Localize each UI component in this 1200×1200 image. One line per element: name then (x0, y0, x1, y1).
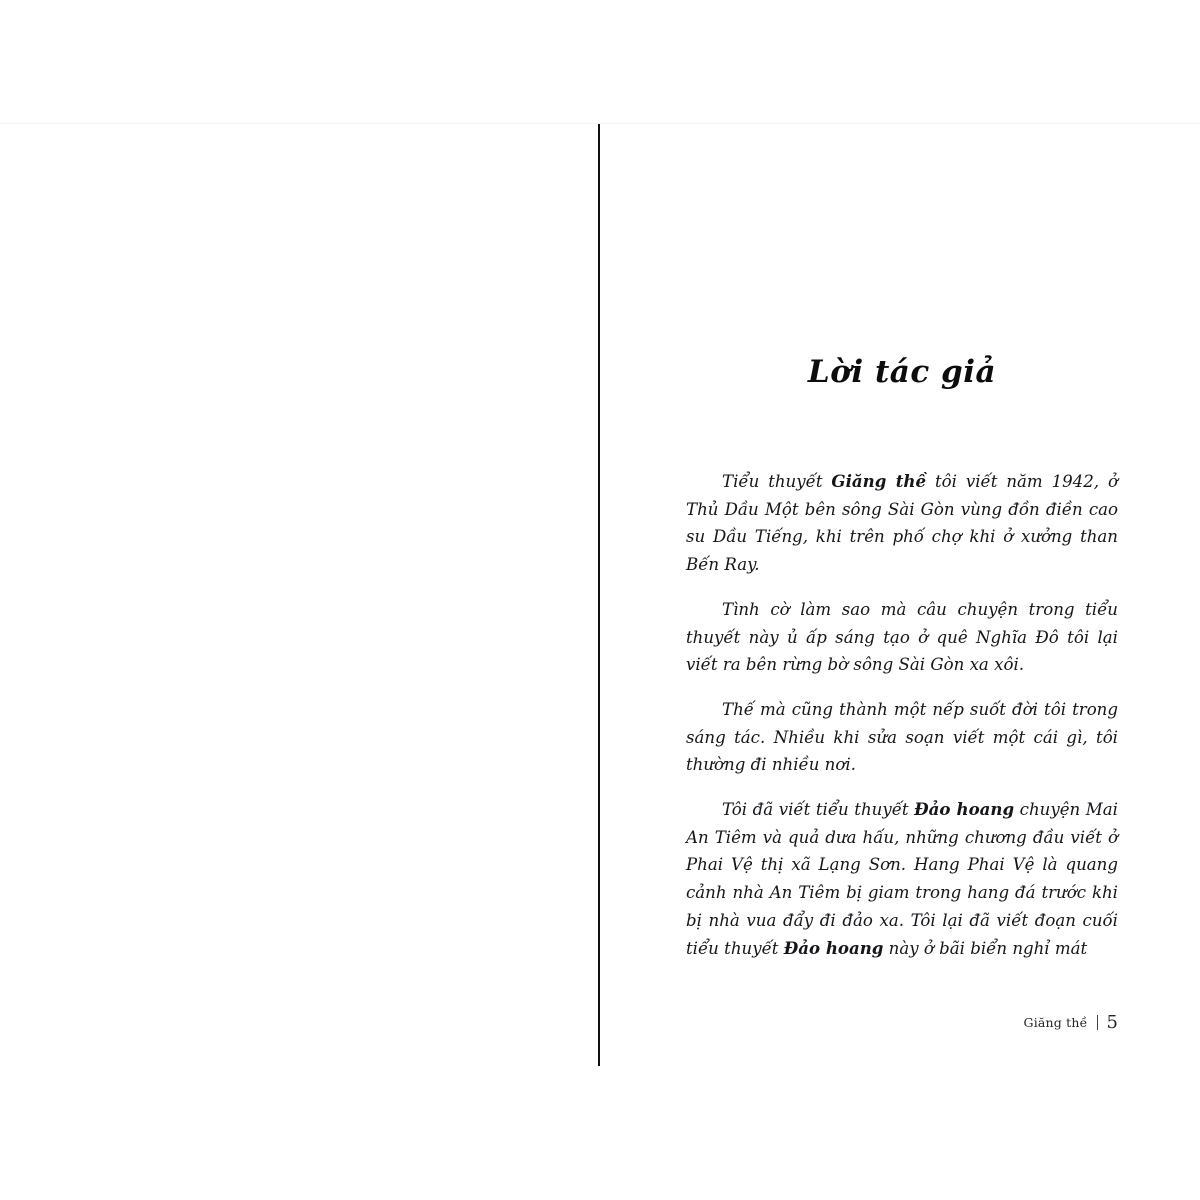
spread-surface (0, 124, 1200, 1166)
paragraph: Tôi đã viết tiểu thuyết Đảo hoang chuyện Mai An Tiêm và quả dưa hấu, những chương đầu viết ở Phai Vệ thị xã Lạng Sơn. Hang Phai Vệ là quang cảnh nhà An Tiêm bị giam trong hang đá trước khi bị nhà vua đẩy đi đảo xa. Tôi lại đã viết đoạn cuối tiểu thuyết Đảo hoang này ở bãi biển nghỉ mát (686, 799, 1118, 958)
chapter-title: Lời tác giả (807, 354, 997, 390)
footer-page-number: 5 (1106, 1012, 1118, 1033)
paragraph: Thế mà cũng thành một nếp suốt đời tôi trong sáng tác. Nhiều khi sửa soạn viết một cái gì, tôi thường đi nhiều nơi. (686, 699, 1118, 775)
footer-divider (1097, 1015, 1098, 1030)
body-paragraphs (686, 468, 1118, 962)
emphasis-title: Đảo hoang (914, 799, 1015, 820)
paragraph: Tình cờ làm sao mà câu chuyện trong tiểu thuyết này ủ ấp sáng tạo ở quê Nghĩa Đô tôi lại viết ra bên rừng bờ sông Sài Gòn xa xôi. (686, 599, 1118, 675)
page-text-block (686, 354, 1118, 962)
left-blank-page (0, 124, 599, 1166)
page-footer (1024, 1012, 1118, 1033)
footer-book-name: Giăng thề (1023, 1015, 1088, 1030)
paragraph: Tiểu thuyết Giăng thề tôi viết năm 1942, ở Thủ Dầu Một bên sông Sài Gòn vùng đồn điền cao su Dầu Tiếng, khi trên phố chợ khi ở xưởng than Bến Ray. (686, 471, 1118, 575)
emphasis-title: Giăng thề (831, 471, 927, 491)
right-printed-page (600, 124, 1200, 1166)
emphasis-title: Đảo hoang (783, 937, 884, 958)
